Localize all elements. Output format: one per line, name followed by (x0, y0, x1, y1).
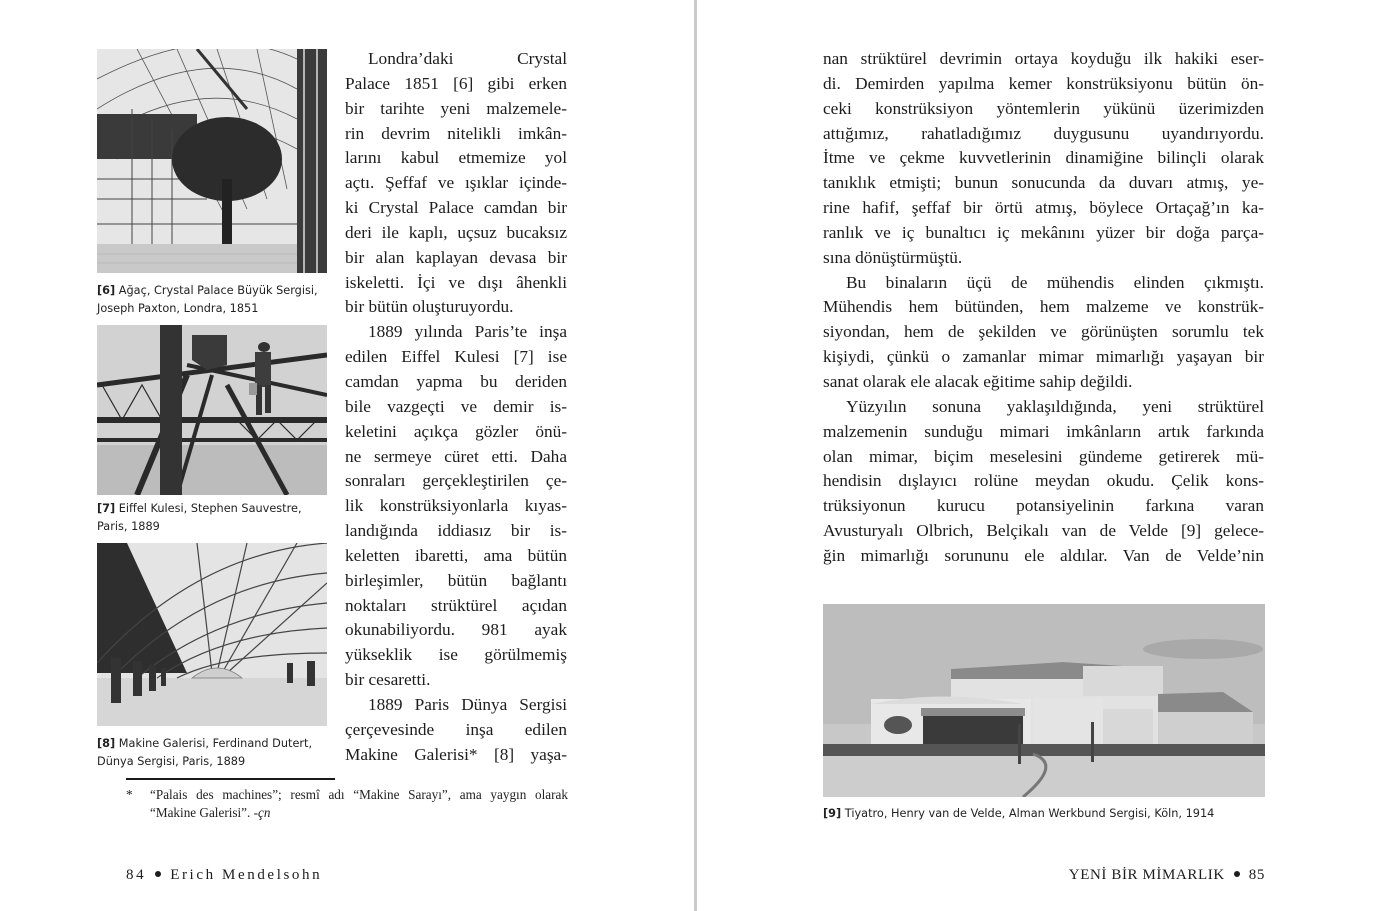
text-line: deri ile kaplı, uçsuz bucaksız (345, 222, 567, 242)
text-line: rine hafif, şeffaf bir örtü atmış, böylece Ortaçağ’ın ka- (823, 198, 1264, 218)
text-line: bir cesaretti. (345, 670, 431, 690)
page-number: 85 (1248, 867, 1265, 883)
figure-9-caption (823, 805, 1273, 823)
page-footer-left (126, 867, 322, 884)
text-line: ranlık ve iç bunaltıcı iç mekânını yüzer bir doğa parça- (823, 222, 1264, 242)
running-head: Erich Mendelsohn (170, 867, 323, 883)
crystal-palace-tree-photo (97, 49, 327, 273)
caption-text: Ağaç, Crystal Palace Büyük Sergisi, (118, 284, 318, 297)
figure-number: [6] (97, 284, 116, 297)
bullet-icon (1234, 871, 1240, 877)
text-line: ceki konstrüksiyon yöntemlerin yükünü üzerimizden (823, 98, 1264, 118)
text-line: tanıklık etmişti; bunun sonucunda da duvarı atmış, ye- (823, 173, 1264, 193)
text-line: okunabiliyordu. 981 ayak (345, 620, 567, 640)
text-line: nan strüktürel devrimin ortaya koyduğu ilk hakiki eser- (823, 49, 1264, 68)
running-head: YENİ BİR MİMARLIK (1068, 867, 1225, 883)
figure-7-caption (97, 500, 337, 536)
eiffel-tower-worker-photo (97, 325, 327, 495)
text-line: kişiydi, çünkü o zamanlar mimar mimarlığı yaşayan bir (823, 347, 1264, 367)
text-line: yükseklik ise görülmemiş (345, 645, 567, 665)
text-line: Yüzyılın sonuna yaklaşıldığında, yeni strüktürel (846, 396, 1264, 416)
text-line: Mühendis hem bütünden, hem malzeme ve konstrük- (823, 297, 1264, 317)
text-line: larını kabul etmemize yol (345, 148, 567, 168)
page-footer-right (1069, 867, 1265, 884)
werkbund-theatre-photo (823, 604, 1265, 797)
figure-number: [8] (97, 737, 116, 750)
text-line: sanat olarak ele alacak eğitime sahip değildi. (823, 371, 1133, 391)
text-line: İtme ve çekme kuvvetlerinin dinamiğine bilinçli olarak (823, 148, 1264, 168)
text-line: olan mimar, biçim meselesini gündeme getirerek mü- (823, 446, 1264, 466)
text-line: sına dönüştürmüştü. (823, 247, 963, 267)
text-line: birleşimler, bütün bağlantı (345, 570, 567, 590)
text-line: keletten ibaretti, ama bütün (345, 545, 567, 565)
bullet-icon (155, 871, 161, 877)
caption-text: Tiyatro, Henry van de Velde, Alman Werkbund Sergisi, Köln, 1914 (844, 807, 1215, 820)
text-line: Bu binaların üçü de mühendis elinden çıkmıştı. (846, 272, 1264, 292)
text-line: di. Demirden yapılma kemer konstrüksiyonu bütün ön- (823, 73, 1264, 93)
text-line: landığında iddiasız bir is- (345, 521, 567, 541)
text-line: attığımız, rahatladığımız duygusunu uyandırıyordu. (823, 123, 1264, 143)
text-line: camdan yapma bu deriden (345, 371, 567, 391)
text-line: çerçevesinde inşa edilen (345, 719, 567, 739)
caption-text: Joseph Paxton, Londra, 1851 (97, 302, 259, 315)
text-line: edilen Eiffel Kulesi [7] ise (345, 347, 567, 367)
caption-text: Eiffel Kulesi, Stephen Sauvestre, (118, 502, 302, 515)
footnote-line: “Makine Galerisi”. (150, 805, 254, 820)
translator-note: -çn (253, 805, 271, 820)
footnote-marker: * (126, 787, 133, 802)
text-line: 1889 Paris Dünya Sergisi (368, 694, 567, 714)
footnote-line: “Palais des machines”; resmî adı “Makine Sarayı”, ama yaygın olarak (150, 787, 568, 802)
text-line: bir tarihte yeni malzemele- (345, 98, 567, 118)
caption-text: Paris, 1889 (97, 520, 160, 533)
text-line: açtı. Şeffaf ve ışıklar içinde- (345, 173, 567, 193)
footnote-rule (126, 778, 335, 780)
figure-number: [7] (97, 502, 116, 515)
text-line: iskeletti. İçi ve dışı âhenkli (345, 272, 567, 292)
text-line: ne sermeye cüret etti. Daha (345, 446, 567, 466)
text-line: noktaları strüktürel açıdan (345, 595, 567, 615)
text-line: malzemenin sunduğu mimari imkânların artık farkında (823, 421, 1264, 441)
text-line: lik konstrüksiyonlarla kıyas- (345, 496, 567, 516)
text-line: rin devrim nitelikli imkân- (345, 123, 567, 143)
text-line: Londra’daki Crystal (368, 49, 567, 68)
left-text-column (345, 47, 567, 767)
text-line: bir alan kaplayan devasa bir (345, 247, 567, 267)
text-line: Palace 1851 [6] gibi erken (345, 73, 567, 93)
caption-text: Dünya Sergisi, Paris, 1889 (97, 755, 246, 768)
text-line: Avusturyalı Olbrich, Belçikalı van de Velde [9] gelece- (823, 521, 1264, 541)
galerie-des-machines-photo (97, 543, 327, 726)
text-line: hendisin dışlayıcı rolüne meydan okudu. Çelik kons- (823, 471, 1264, 491)
figure-8-caption (97, 735, 337, 771)
text-line: 1889 yılında Paris’te inşa (368, 322, 567, 342)
text-line: siyondan, hem de şekilden ve görünüşten sorumlu tek (823, 322, 1264, 342)
footnote (126, 786, 568, 822)
page-number: 84 (126, 867, 147, 883)
figure-number: [9] (823, 807, 842, 820)
caption-text: Makine Galerisi, Ferdinand Dutert, (118, 737, 313, 750)
figure-6-caption (97, 282, 337, 318)
left-page (0, 0, 694, 911)
text-line: Makine Galerisi* [8] yaşa- (345, 744, 567, 764)
text-line: ki Crystal Palace camdan bir (345, 198, 567, 218)
right-text-column (823, 47, 1264, 569)
text-line: bir bütün oluşturuyordu. (345, 297, 514, 317)
text-line: ğin mimarlığı sorununu ele aldılar. Van de Velde’nin (823, 545, 1264, 565)
text-line: sonraları gerçekleştirilen çe- (345, 471, 567, 491)
text-line: bile vazgeçti ve demir is- (345, 396, 567, 416)
text-line: keletini açıkça gözler önü- (345, 421, 567, 441)
text-line: trüksiyonun kurucu potansiyelinin farkına varan (823, 496, 1264, 516)
right-page (697, 0, 1389, 911)
